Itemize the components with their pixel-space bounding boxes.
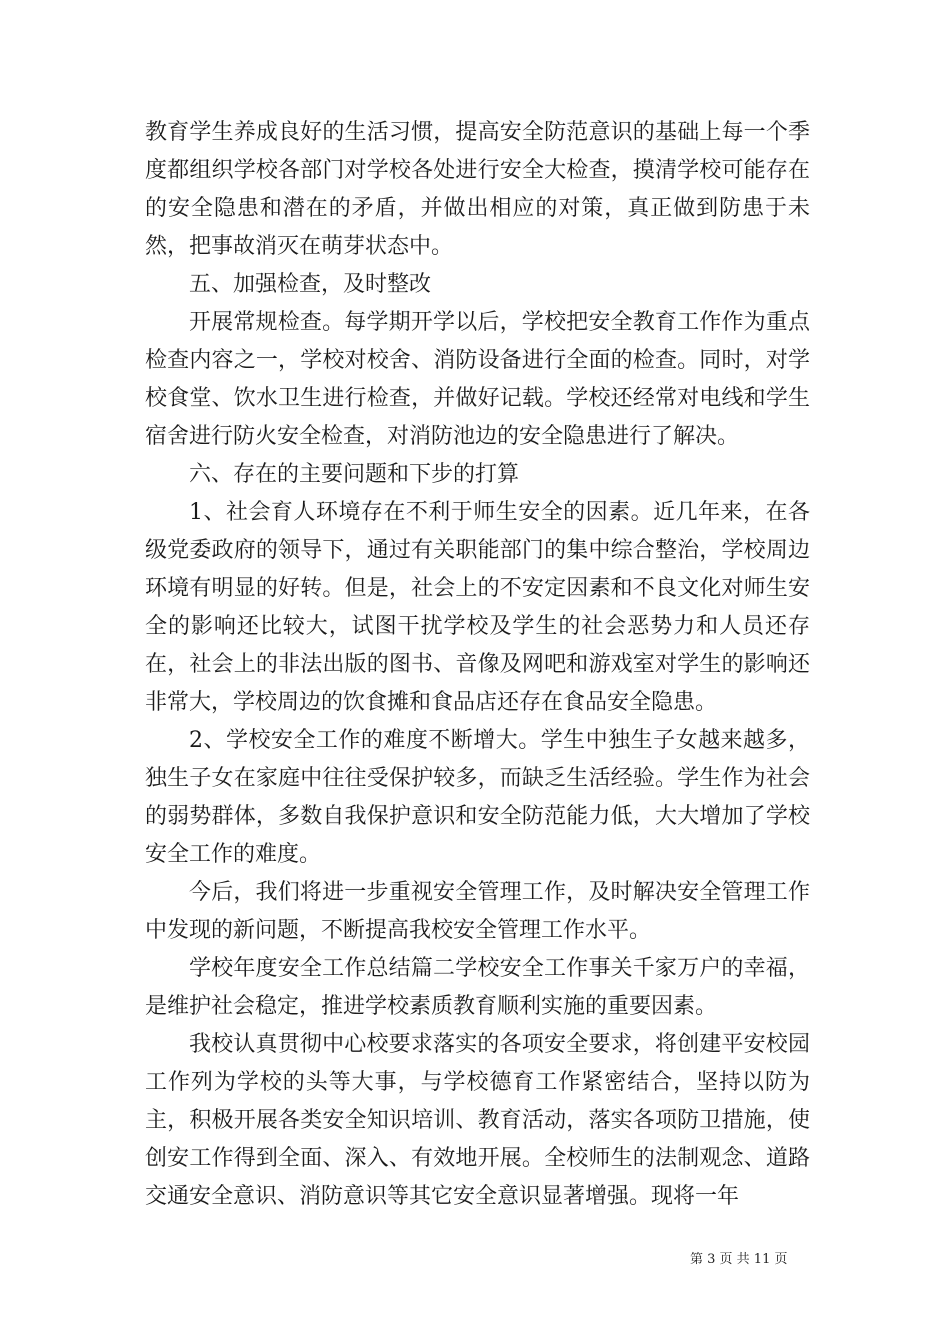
paragraph-routine-inspection: 开展常规检查。每学期开学以后，学校把安全教育工作作为重点检查内容之一，学校对校舍、消防设备进行全面的检查。同时，对学校食堂、饮水卫生进行检查，并做好记载。学校还经常对电线和学生宿舍进行防火安全检查，对消防池边的安全隐患进行了解决。 — [145, 310, 810, 449]
paragraph-problem-2: 2、学校安全工作的难度不断增大。学生中独生子女越来越多，独生子女在家庭中往往受保护较多，而缺乏生活经验。学生作为社会的弱势群体，多数自我保护意识和安全防范能力低，大大增加了学校安全工作的难度。 — [145, 728, 810, 867]
paragraph-summary-two-intro: 学校年度安全工作总结篇二学校安全工作事关千家万户的幸福，是维护社会稳定，推进学校素质教育顺利实施的重要因素。 — [145, 956, 810, 1019]
section-heading-inspection: 五、加强检查，及时整改 — [189, 272, 432, 297]
page-number-footer: 第 3 页 共 11 页 — [690, 1252, 788, 1267]
paragraph-problem-1: 1、社会育人环境存在不利于师生安全的因素。近几年来，在各级党委政府的领导下，通过有关职能部门的集中综合整治，学校周边环境有明显的好转。但是，社会上的不安定因素和不良文化对师生安全的影响还比较大，试图干扰学校及学生的社会恶势力和人员还存在，社会上的非法出版的图书、音像及网吧和游戏室对学生的影响还非常大，学校周边的饮食摊和食品店还存在食品安全隐患。 — [145, 500, 810, 715]
paragraph-future-plan: 今后，我们将进一步重视安全管理工作，及时解决安全管理工作中发现的新问题，不断提高我校安全管理工作水平。 — [145, 880, 810, 943]
paragraph-intro-continuation: 教育学生养成良好的生活习惯，提高安全防范意识的基础上每一个季度都组织学校各部门对学校各处进行安全大检查，摸清学校可能存在的安全隐患和潜在的矛盾，并做出相应的对策，真正做到防患于未然，把事故消灭在萌芽状态中。 — [145, 120, 810, 259]
section-heading-problems: 六、存在的主要问题和下步的打算 — [189, 462, 520, 487]
paragraph-school-safety-efforts: 我校认真贯彻中心校要求落实的各项安全要求，将创建平安校园工作列为学校的头等大事，与学校德育工作紧密结合，坚持以防为主，积极开展各类安全知识培训、教育活动，落实各项防卫措施，使创安工作得到全面、深入、有效地开展。全校师生的法制观念、道路交通安全意识、消防意识等其它安全意识显著增强。现将一年 — [145, 1032, 810, 1209]
document-body — [145, 114, 810, 1216]
